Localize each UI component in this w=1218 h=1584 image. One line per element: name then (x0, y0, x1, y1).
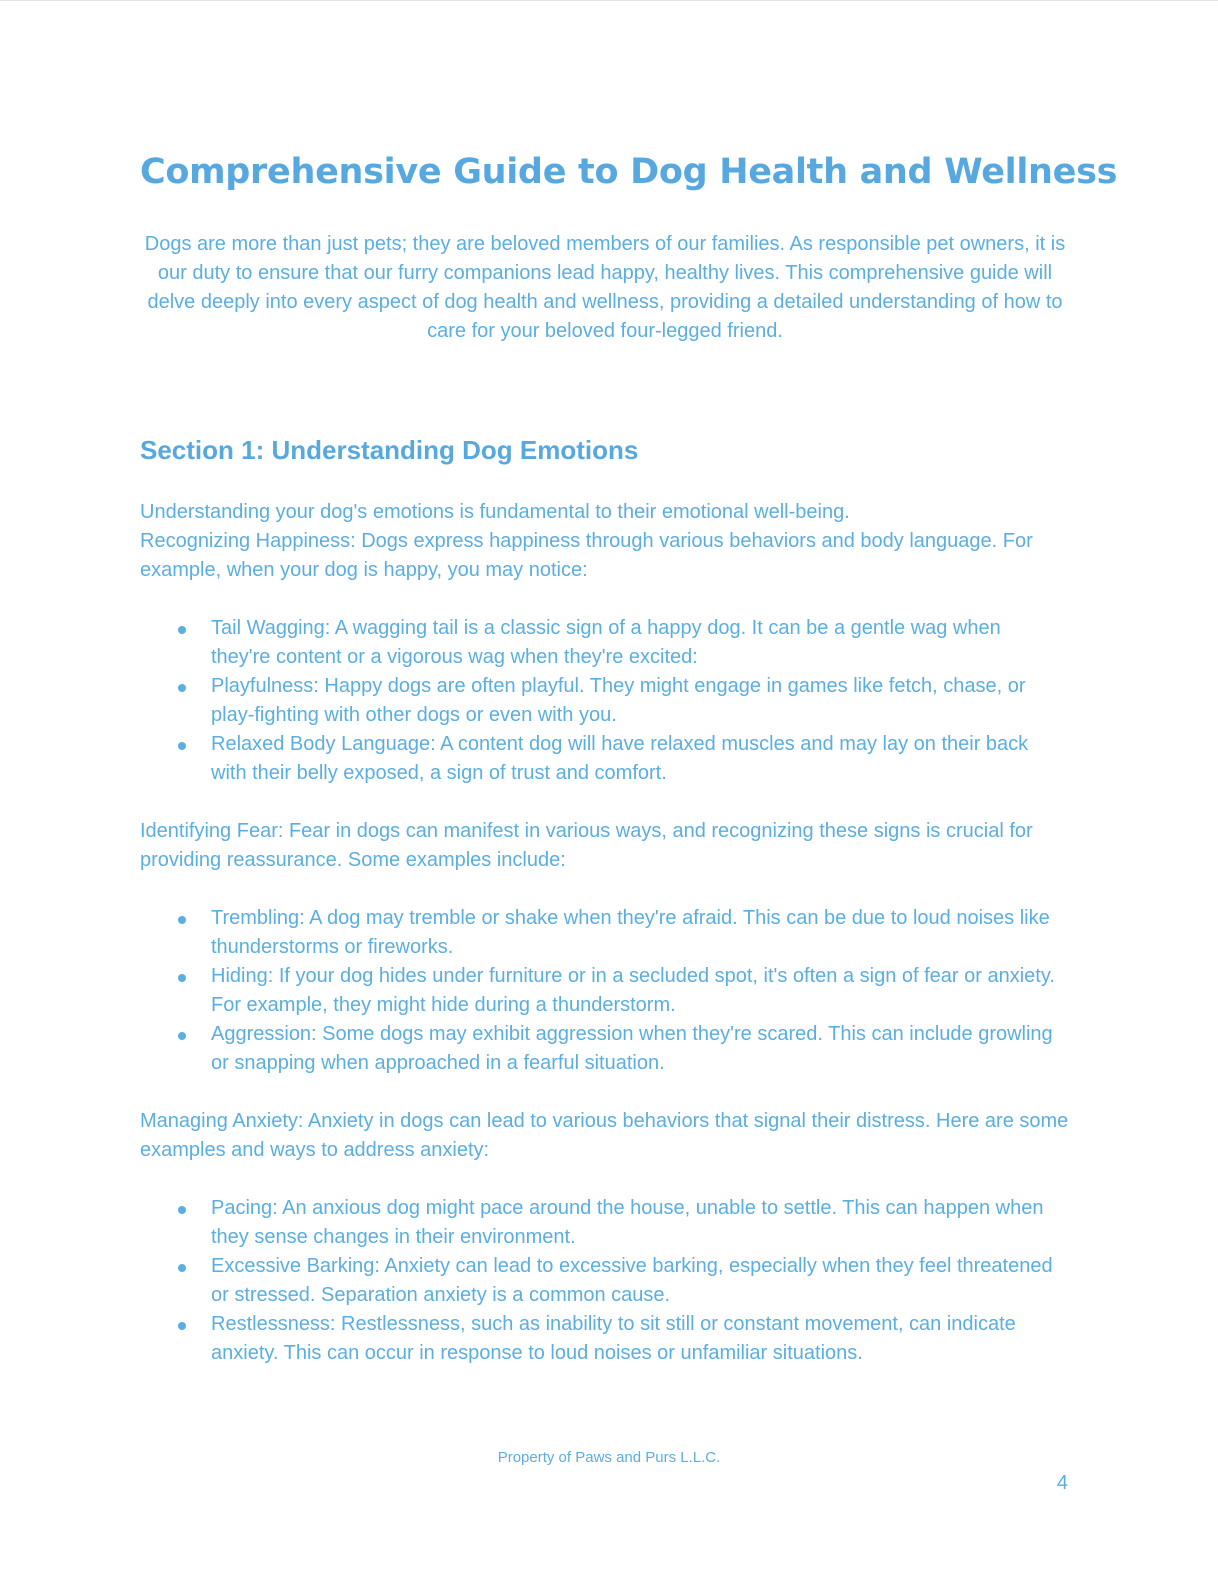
group-intro-happiness: Recognizing Happiness: Dogs express happiness through various behaviors and body language. For example, when your dog is happy, you may notice: (140, 530, 1033, 581)
list-item-text: Pacing: An anxious dog might pace around the house, unable to settle. This can happen when they sense changes in their environment. (211, 1197, 1044, 1248)
group-intro-fear: Identifying Fear: Fear in dogs can manifest in various ways, and recognizing these signs is crucial for providing reassurance. Some examples include: (140, 820, 1033, 871)
list-item (140, 1310, 1070, 1368)
list-item (140, 962, 1070, 1020)
list-item-text: Aggression: Some dogs may exhibit aggression when they're scared. This can include growling or snapping when approached in a fearful situation. (211, 1023, 1053, 1074)
bullet-icon (178, 1264, 186, 1272)
page-footer: Property of Paws and Purs L.L.C. (497, 1449, 721, 1466)
list-item-text: Relaxed Body Language: A content dog will have relaxed muscles and may lay on their back with their belly exposed, a sign of trust and comfort. (211, 733, 1029, 784)
list-item (140, 672, 1070, 730)
section-heading: Section 1: Understanding Dog Emotions (140, 435, 639, 465)
list-item (140, 614, 1070, 672)
section-opening-line: Understanding your dog's emotions is fundamental to their emotional well-being. (140, 501, 850, 523)
bullet-icon (178, 1032, 186, 1040)
list-item-text: Restlessness: Restlessness, such as inability to sit still or constant movement, can indicate anxiety. This can occur in response to loud noises or unfamiliar situations. (211, 1313, 1016, 1364)
bullet-list-happiness (140, 614, 1070, 788)
bullet-icon (178, 1206, 186, 1214)
list-item-text: Playfulness: Happy dogs are often playful. They might engage in games like fetch, chase, or play-fighting with other dogs or even with you. (211, 675, 1026, 726)
list-item-text: Trembling: A dog may tremble or shake when they're afraid. This can be due to loud noises like thunderstorms or fireworks. (211, 907, 1050, 958)
bullet-icon (178, 684, 186, 692)
list-item (140, 1194, 1070, 1252)
list-item (140, 904, 1070, 962)
list-item-text: Excessive Barking: Anxiety can lead to excessive barking, especially when they feel threatened or stressed. Separation anxiety is a common cause. (211, 1255, 1053, 1306)
bullet-icon (178, 626, 186, 634)
intro-paragraph: Dogs are more than just pets; they are beloved members of our families. As responsible pet owners, it is our duty to ensure that our furry companions lead happy, healthy lives. This comprehensive guide will delve deeply into every aspect of dog health and wellness, providing a detailed understanding of how to care for your beloved four-legged friend. (144, 233, 1066, 342)
list-item (140, 1252, 1070, 1310)
page-top-edge (0, 0, 1218, 1)
list-item-text: Hiding: If your dog hides under furniture or in a secluded spot, it's often a sign of fear or anxiety. For example, they might hide during a thunderstorm. (211, 965, 1055, 1016)
list-item (140, 730, 1070, 788)
bullet-icon (178, 916, 186, 924)
list-item (140, 1020, 1070, 1078)
bullet-list-anxiety (140, 1194, 1070, 1368)
page-number: 4 (1056, 1472, 1068, 1494)
bullet-list-fear (140, 904, 1070, 1078)
list-item-text: Tail Wagging: A wagging tail is a classic sign of a happy dog. It can be a gentle wag when they're content or a vigorous wag when they're excited: (211, 617, 1001, 668)
document-title: Comprehensive Guide to Dog Health and Wellness (140, 152, 1118, 192)
group-intro-anxiety: Managing Anxiety: Anxiety in dogs can lead to various behaviors that signal their distress. Here are some examples and ways to address anxiety: (140, 1110, 1069, 1161)
bullet-icon (178, 742, 186, 750)
bullet-icon (178, 974, 186, 982)
bullet-icon (178, 1322, 186, 1330)
section-body (140, 498, 1070, 1368)
